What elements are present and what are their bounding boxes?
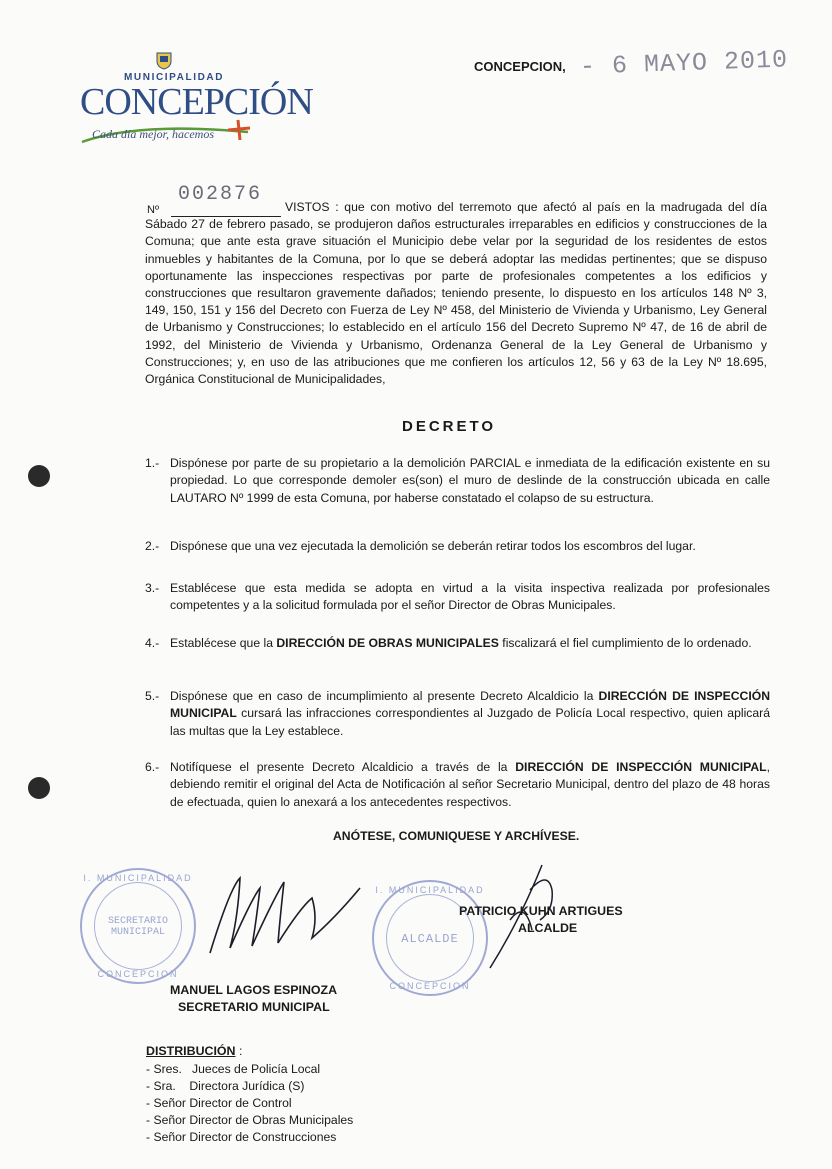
seal-top-text: I. MUNICIPALIDAD	[375, 885, 485, 895]
item-text: cursará las infracciones correspondientes al Juzgado de Policía Local respectivo, quien aplicará las multas que la Ley establece.	[170, 706, 770, 738]
secretary-name: MANUEL LAGOS ESPINOZA	[170, 983, 338, 997]
seal-top-text: I. MUNICIPALIDAD	[83, 873, 193, 883]
decree-item	[145, 580, 770, 615]
secretary-seal	[80, 868, 196, 984]
item-text-bold: DIRECCIÓN DE INSPECCIÓN MUNICIPAL	[170, 689, 770, 721]
list-item: - Señor Director de Construcciones	[146, 1130, 337, 1144]
item-text: Dispónese que en caso de incumplimiento al presente Decreto Alcaldicio la	[170, 689, 599, 703]
distribution-title: DISTRIBUCIÓN	[146, 1044, 236, 1058]
decree-item	[145, 455, 770, 507]
list-item: - Señor Director de Control	[146, 1096, 292, 1110]
item-number: 5.-	[145, 689, 160, 703]
decree-item	[145, 538, 770, 555]
decree-number-label: Nº	[147, 204, 159, 216]
decree-title: DECRETO	[402, 418, 497, 435]
logo-slogan: Cada día mejor, hacemos	[92, 127, 214, 141]
decree-item	[145, 759, 770, 811]
item-text: Notifíquese el presente Decreto Alcaldicio a través de la	[170, 760, 516, 774]
mayor-name: PATRICIO KUHN ARTIGUES	[459, 904, 623, 918]
logo-municipalidad: MUNICIPALIDAD	[124, 72, 225, 83]
municipality-logo	[78, 50, 313, 160]
item-number: 2.-	[145, 539, 160, 553]
mayor-title: ALCALDE	[518, 921, 578, 935]
list-item: - Sra. Directora Jurídica (S)	[146, 1079, 305, 1093]
item-text: fiscalizará el fiel cumplimiento de lo ordenado.	[498, 636, 752, 650]
item-text: Establécese que esta medida se adopta en virtud a la visita inspectiva realizada por profesionales competentes y a la solicitud formulada por el señor Director de Obras Municipales.	[170, 581, 770, 613]
item-number: 4.-	[145, 636, 160, 650]
binder-hole	[28, 465, 50, 487]
seal-bottom-text: CONCEPCION	[97, 969, 179, 979]
vistos-paragraph: VISTOS : que con motivo del terremoto que afectó al país en la madrugada del día Sábado 27 de febrero pasado, se produjeron daños estructurales irreparables en edificios y construcciones de la Comuna; que ante esta grave situación el Municipio debe velar por la seguridad de los residentes de estos inmuebles y habitantes de la Comuna, por lo que se deberá adoptar las medidas pertinentes; que se dispuso oportunamente las inspecciones respectivas por parte de profesionales competentes a los edificios y construcciones que resultaron gravemente dañados; teniendo presente, lo dispuesto en los artículos 148 Nº 3, 149, 150, 151 y 156 del Decreto con Fuerza de Ley Nº 458, del Ministerio de Vivienda y Urbanismo, Ley General de Urbanismo y Construcciones; lo establecido en el artículo 156 del Decreto Supremo Nº 47, de 16 de abril de 1992, del Ministerio de Vivienda y Urbanismo, Ordenanza General de la Ley General de Urbanismo y Construcciones; y, en uso de las atribuciones que me confieren los artículos 12, 56 y 63 de la Ley Nº 18.695, Orgánica Constitucional de Municipalidades,	[145, 200, 767, 387]
item-text-bold: DIRECCIÓN DE INSPECCIÓN MUNICIPAL	[515, 760, 767, 774]
closing-formula: ANÓTESE, COMUNIQUESE Y ARCHÍVESE.	[333, 829, 580, 843]
item-number: 6.-	[145, 760, 160, 774]
distribution-list	[146, 1061, 353, 1146]
secretary-title: SECRETARIO MUNICIPAL	[178, 1000, 330, 1014]
seal-middle-text: ALCALDE	[401, 932, 459, 946]
item-number: 1.-	[145, 456, 160, 470]
logo-name: CONCEPCIÓN	[80, 81, 313, 123]
secretary-signature	[200, 868, 370, 958]
item-number: 3.-	[145, 581, 160, 595]
crest-icon	[156, 52, 172, 70]
binder-hole	[28, 777, 50, 799]
seal-bottom-text: CONCEPCION	[389, 981, 471, 991]
date-stamp: - 6 MAYO 2010	[579, 45, 789, 82]
item-text: Dispónese que una vez ejecutada la demolición se deberán retirar todos los escombros del lugar.	[170, 539, 696, 553]
distribution-heading	[146, 1044, 242, 1058]
header-city: CONCEPCION,	[474, 59, 566, 74]
decree-item	[145, 635, 770, 652]
decree-item	[145, 688, 770, 740]
list-item: - Sres. Jueces de Policía Local	[146, 1062, 321, 1076]
seal-middle-text: SECRETARIO MUNICIPAL	[107, 916, 168, 938]
decree-number: 002876	[178, 183, 263, 206]
item-text: Dispónese por parte de su propietario a la demolición PARCIAL e inmediata de la edificación existente en su propiedad. Lo que corresponde demoler es(son) el muro de deslinde de la construcción ubicada en calle LAUTARO Nº 1999 de esta Comuna, por haberse constatado el colapso de su estructura.	[170, 456, 770, 505]
item-text: Establécese que la	[170, 636, 277, 650]
distribution-suffix: :	[235, 1044, 243, 1058]
item-text: , debiendo remitir el original del Acta de Notificación al señor Secretario Municipal, dentro del plazo de 48 horas de efectuada, quien lo anexará a los antecedentes respectivos.	[170, 760, 770, 809]
list-item: - Señor Director de Obras Municipales	[146, 1113, 354, 1127]
item-text-bold: DIRECCIÓN DE OBRAS MUNICIPALES	[276, 636, 499, 650]
